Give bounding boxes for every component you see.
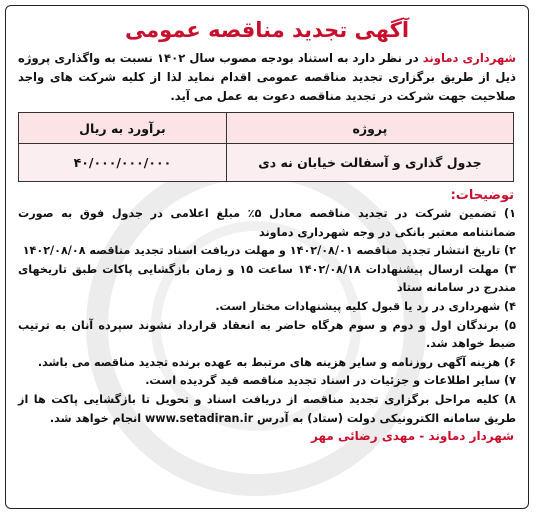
- notice-title: آگهی تجدید مناقصه عمومی: [124, 18, 410, 42]
- header-project: پروژه: [226, 113, 513, 144]
- list-item: ۲) تاریخ انتشار تجدید مناقصه ۱۴۰۲/۰۸/۰۱ و مهلت دریافت اسناد تجدید مناقصه ۱۴۰۲/۰۸/۰۸: [22, 244, 516, 258]
- cell-project: جدول گذاری و آسفالت خیابان نه دی: [226, 144, 513, 182]
- tender-table-header: [19, 113, 514, 144]
- notes-title: توضیحات:: [450, 188, 514, 203]
- notes-list: [18, 205, 516, 428]
- signature: شهردار دماوند - مهدی رضائی مهر: [311, 429, 514, 444]
- notice-content: [6, 15, 528, 443]
- table-row: [19, 144, 514, 182]
- tender-table: [18, 112, 514, 182]
- cell-estimate: ۴۰/۰۰۰/۰۰۰/۰۰۰: [19, 144, 227, 182]
- list-item: ۸) کلیه مراحل برگزاری تجدید مناقصه از دریافت اسناد و تحویل تا بازگشایی پاکت ها از طریق سامانه الکترونیکی دولت (ستاد) به آدرس www.setadiran.ir انجام خواهد شد.: [18, 392, 516, 425]
- notice-frame: [5, 5, 529, 509]
- intro-text: در نظر دارد به استناد بودجه مصوب سال ۱۴۰۲ نسبت به واگذاری پروژه ذیل از طریق برگزاری تجدید مناقصه عمومی اقدام نماید لذا از کلیه شرکت های واجد صلاحیت جهت شرکت در تجدید مناقصه دعوت به عمل می آید.: [18, 51, 516, 103]
- list-item: ۵) برندگان اول و دوم و سوم هرگاه حاضر به انعقاد قرارداد نشوند سپرده آنان به ترتیب ضبط خواهد شد.: [18, 318, 516, 351]
- list-item: ۴) شهرداری در رد یا قبول کلیه پیشنهادات مختار است.: [215, 299, 516, 313]
- list-item: ۱) تضمین شرکت در تجدید مناقصه معادل ۵٪ مبلغ اعلامی در جدول فوق به صورت ضمانتنامه معتبر بانکی در وجه شهرداری دماوند: [18, 207, 516, 239]
- list-item: ۶) هزینه آگهی روزنامه و سایر هزینه های مرتبط به عهده برنده تجدید مناقصه می باشد.: [37, 355, 516, 369]
- intro-paragraph: [18, 49, 516, 106]
- list-item: ۳) مهلت ارسال پیشنهادات ۱۴۰۲/۰۸/۱۸ ساعت ۱۵ و زمان بازگشایی پاکات طبق تاریخهای مندرج در سامانه ستاد: [18, 262, 516, 295]
- header-estimate: برآورد به ریال: [19, 113, 227, 144]
- list-item: ۷) سایر اطلاعات و جزئیات در اسناد تجدید مناقصه قید گردیده است.: [145, 374, 516, 388]
- intro-highlight: شهرداری دماوند: [422, 51, 517, 65]
